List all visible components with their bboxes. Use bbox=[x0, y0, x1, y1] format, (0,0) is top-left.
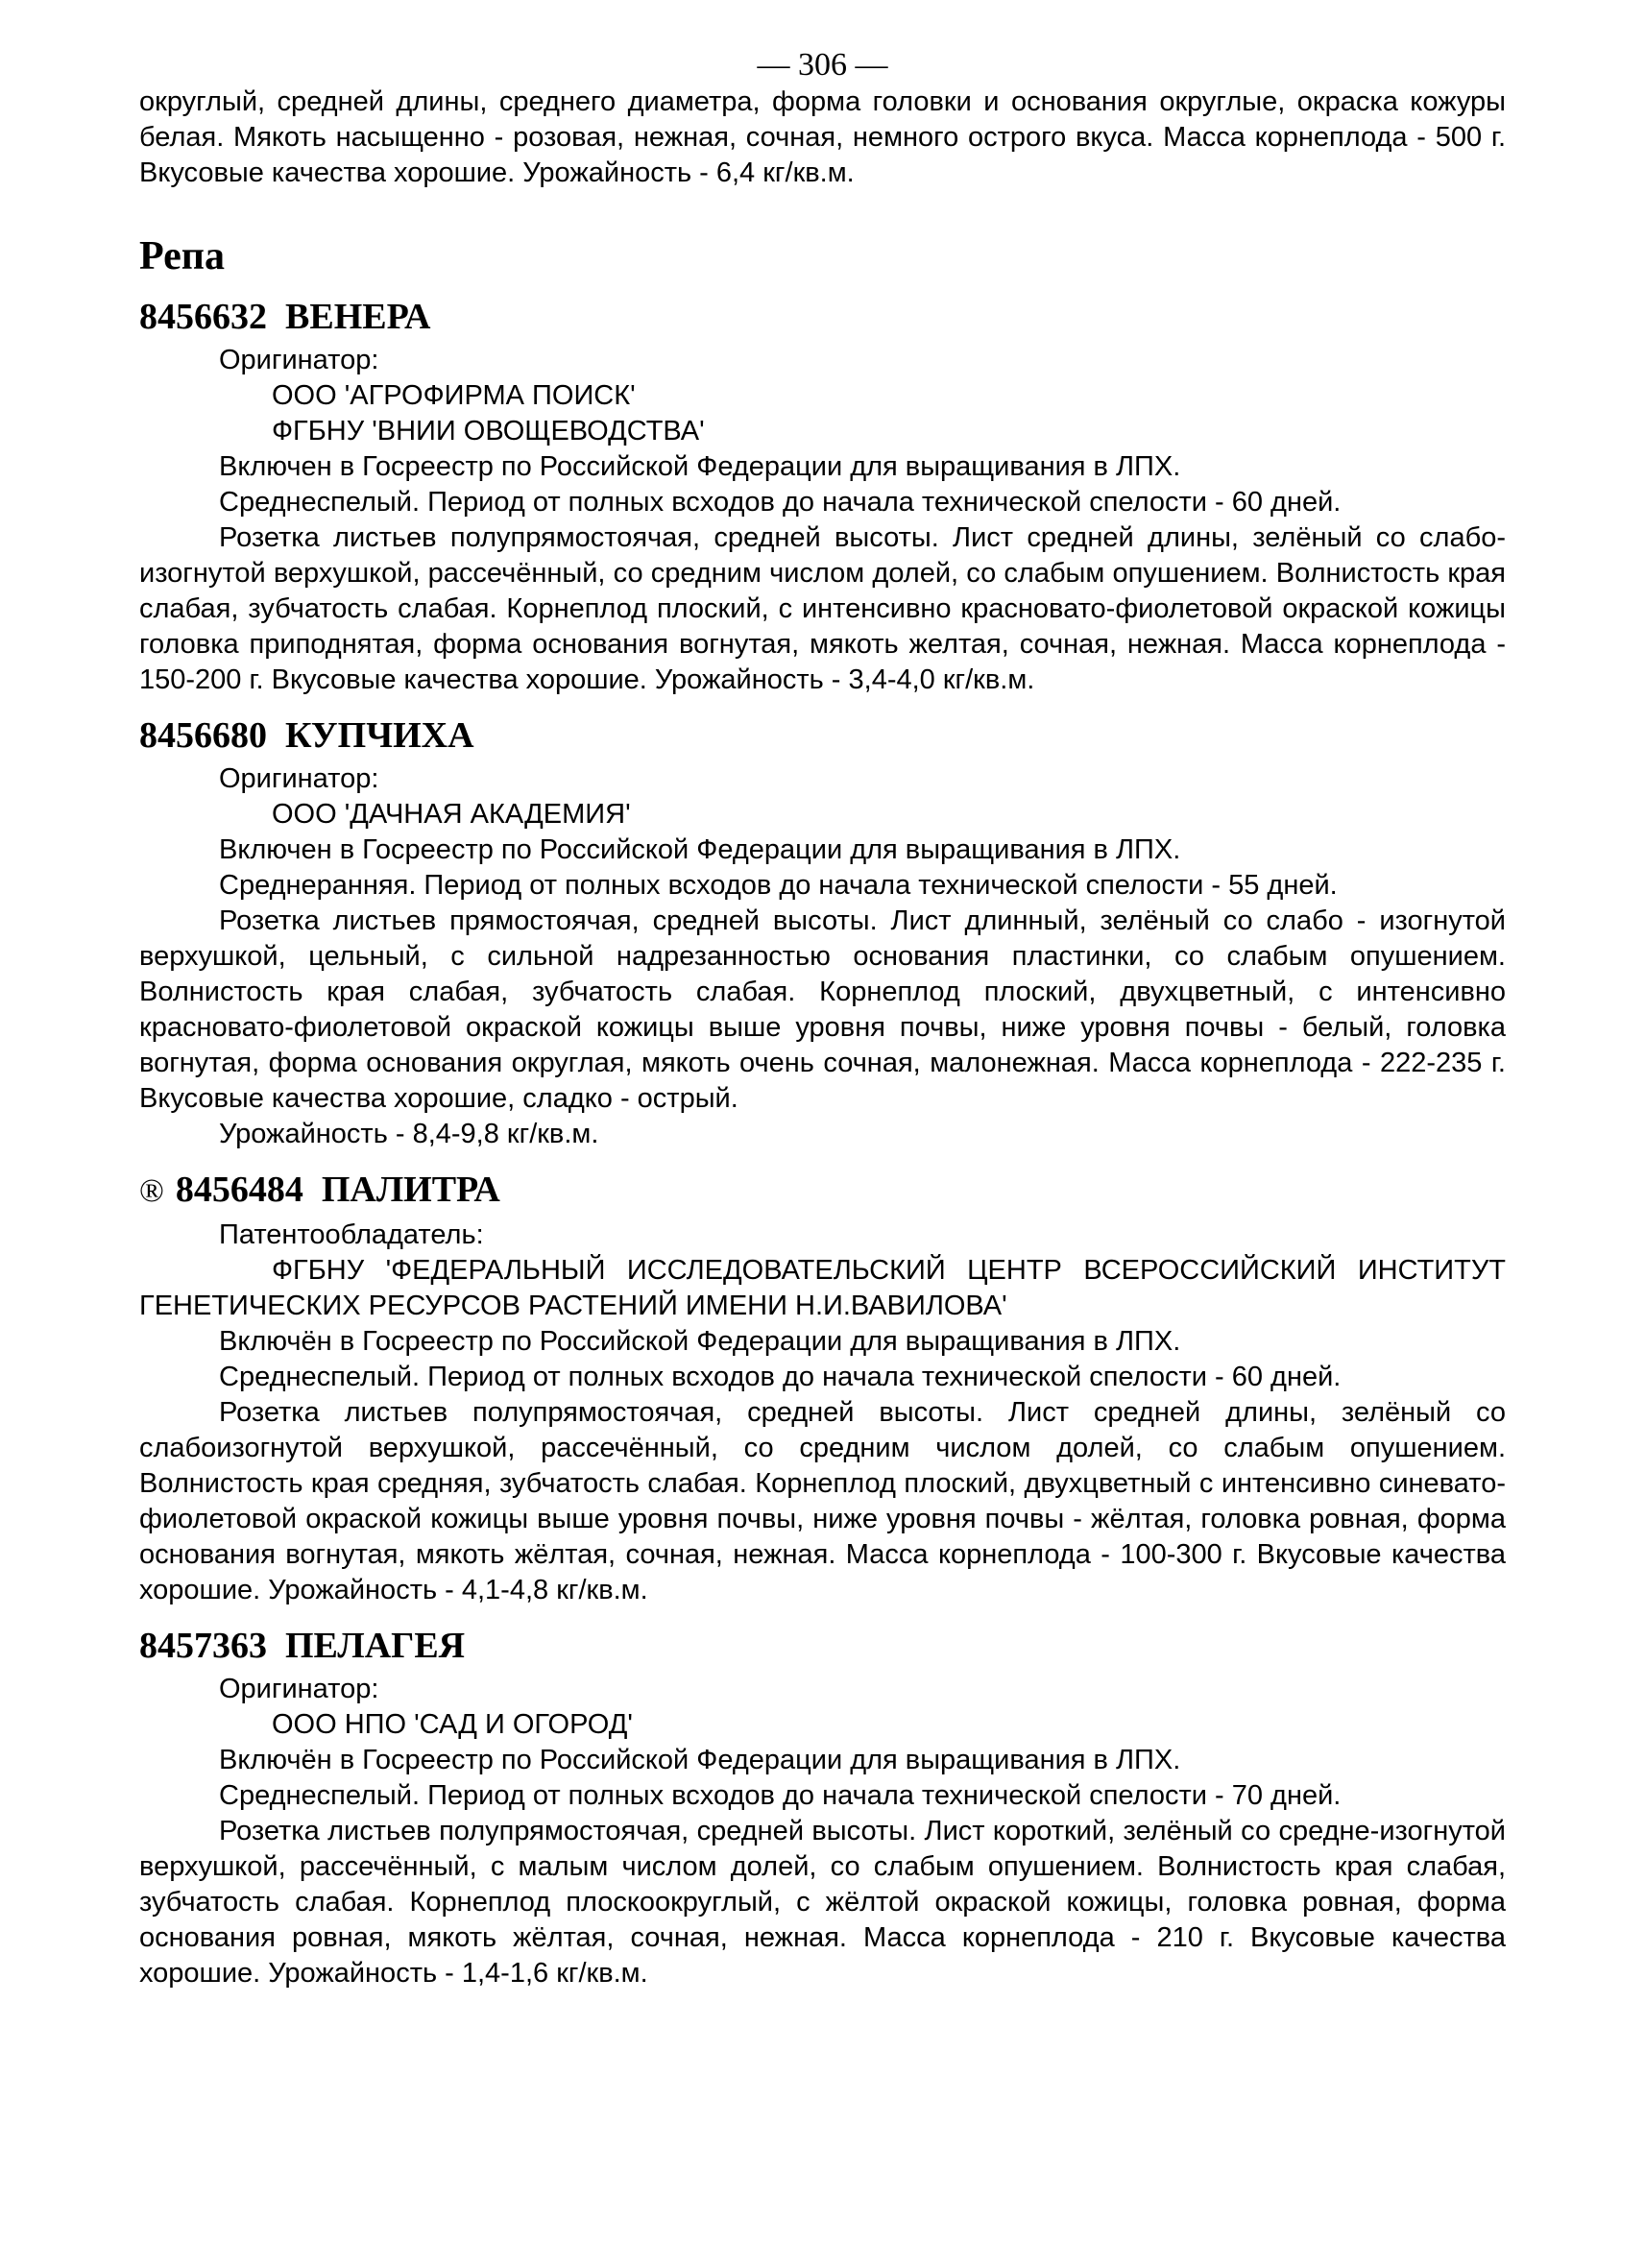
holder-label: Оригинатор: bbox=[219, 763, 379, 794]
variety-title bbox=[139, 295, 1506, 339]
registry-text: Включен в Госреестр по Российской Федерации для выращивания в ЛПХ. bbox=[219, 834, 1181, 865]
description-text: Розетка листьев полупрямостоячая, средней высоты. Лист средней длины, зелёный со слабоизогнутой верхушкой, рассечённый, со средним числом долей, со слабым опушением. Волнистость края средняя, зубчатость слабая. Корнеплод плоский, двухцветный с интенсивно синевато-фиолетовой окраской кожицы выше уровня почвы, ниже уровня почвы - жёлтая, головка ровная, форма основания вогнутая, мякоть жёлтая, сочная, нежная. Масса корнеплода - 100-300 г. Вкусовые качества хорошие. Урожайность - 4,1-4,8 кг/кв.м. bbox=[139, 1397, 1506, 1605]
holder-label: Патентообладатель: bbox=[219, 1219, 484, 1250]
holder-name: ООО 'ДАЧНАЯ АКАДЕМИЯ' bbox=[272, 799, 631, 830]
holder-label: Оригинатор: bbox=[219, 345, 379, 375]
variety-name: ПЕЛАГЕЯ bbox=[285, 1626, 466, 1666]
variety-title bbox=[139, 713, 1506, 758]
holder-name: ООО 'АГРОФИРМА ПОИСК' bbox=[272, 380, 636, 411]
intro-paragraph: округлый, средней длины, среднего диаметра, форма головки и основания округлые, окраска кожуры белая. Мякоть насыщенно - розовая, нежная, сочная, немного острого вкуса. Масса корнеплода - 500 г. Вкусовые качества хорошие. Урожайность - 6,4 кг/кв.м. bbox=[139, 86, 1506, 188]
document-page bbox=[139, 46, 1506, 1991]
registry-text: Включён в Госреестр по Российской Федерации для выращивания в ЛПХ. bbox=[219, 1326, 1181, 1357]
variety-name: ВЕНЕРА bbox=[285, 297, 431, 337]
yield-text: Урожайность - 8,4-9,8 кг/кв.м. bbox=[219, 1119, 599, 1149]
variety-code: 8456680 bbox=[139, 715, 267, 756]
section-title: Репа bbox=[139, 234, 225, 278]
variety-code: 8456484 bbox=[175, 1170, 303, 1210]
holder-label: Оригинатор: bbox=[219, 1674, 379, 1704]
maturity-text: Среднеранняя. Период от полных всходов до начала технической спелости - 55 дней. bbox=[219, 870, 1338, 901]
variety-entry bbox=[139, 1624, 1506, 1991]
registered-mark-icon: ® bbox=[139, 1173, 164, 1209]
variety-entry bbox=[139, 713, 1506, 1152]
registry-text: Включен в Госреестр по Российской Федерации для выращивания в ЛПХ. bbox=[219, 451, 1181, 482]
variety-entry bbox=[139, 295, 1506, 698]
description-text: Розетка листьев полупрямостоячая, средней высоты. Лист короткий, зелёный со средне-изогнутой верхушкой, рассечённый, с малым числом долей, со слабым опушением. Волнистость края слабая, зубчатость слабая. Корнеплод плоскоокруглый, с жёлтой окраской кожицы, головка ровная, форма основания ровная, мякоть жёлтая, сочная, нежная. Масса корнеплода - 210 г. Вкусовые качества хорошие. Урожайность - 1,4-1,6 кг/кв.м. bbox=[139, 1816, 1506, 1989]
description-text: Розетка листьев полупрямостоячая, средней высоты. Лист средней длины, зелёный со слабо-изогнутой верхушкой, рассечённый, со средним числом долей, со слабым опушением. Волнистость края слабая, зубчатость слабая. Корнеплод плоский, с интенсивно красновато-фиолетовой окраской кожицы головка приподнятая, форма основания вогнутая, мякоть желтая, сочная, нежная. Масса корнеплода - 150-200 г. Вкусовые качества хорошие. Урожайность - 3,4-4,0 кг/кв.м. bbox=[139, 522, 1506, 695]
description-text: Розетка листьев прямостоячая, средней высоты. Лист длинный, зелёный со слабо - изогнутой верхушкой, цельный, с сильной надрезанностью основания пластинки, со слабым опушением. Волнистость края слабая, зубчатость слабая. Корнеплод плоский, двухцветный, с интенсивно красновато-фиолетовой окраской кожицы выше уровня почвы, ниже уровня почвы - белый, головка вогнутая, форма основания округлая, мякоть очень сочная, малонежная. Масса корнеплода - 222-235 г. Вкусовые качества хорошие, сладко - острый. bbox=[139, 905, 1506, 1114]
variety-name: КУПЧИХА bbox=[285, 715, 474, 756]
variety-code: 8456632 bbox=[139, 297, 267, 337]
holder-name: ООО НПО 'САД И ОГОРОД' bbox=[272, 1709, 633, 1740]
holder-name: ФГБНУ 'ФЕДЕРАЛЬНЫЙ ИССЛЕДОВАТЕЛЬСКИЙ ЦЕНТР ВСЕРОССИЙСКИЙ ИНСТИТУТ ГЕНЕТИЧЕСКИХ РЕСУРСОВ РАСТЕНИЙ ИМЕНИ Н.И.ВАВИЛОВА' bbox=[139, 1255, 1506, 1321]
maturity-text: Среднеспелый. Период от полных всходов до начала технической спелости - 60 дней. bbox=[219, 1362, 1342, 1392]
variety-title bbox=[139, 1624, 1506, 1668]
variety-name: ПАЛИТРА bbox=[321, 1170, 500, 1210]
registry-text: Включён в Госреестр по Российской Федерации для выращивания в ЛПХ. bbox=[219, 1745, 1181, 1775]
variety-entry bbox=[139, 1168, 1506, 1608]
variety-title bbox=[139, 1168, 1506, 1214]
variety-code: 8457363 bbox=[139, 1626, 267, 1666]
maturity-text: Среднеспелый. Период от полных всходов до начала технической спелости - 70 дней. bbox=[219, 1780, 1342, 1811]
page-number: — 306 — bbox=[757, 47, 888, 83]
maturity-text: Среднеспелый. Период от полных всходов до начала технической спелости - 60 дней. bbox=[219, 487, 1342, 518]
holder-name: ФГБНУ 'ВНИИ ОВОЩЕВОДСТВА' bbox=[272, 416, 705, 446]
